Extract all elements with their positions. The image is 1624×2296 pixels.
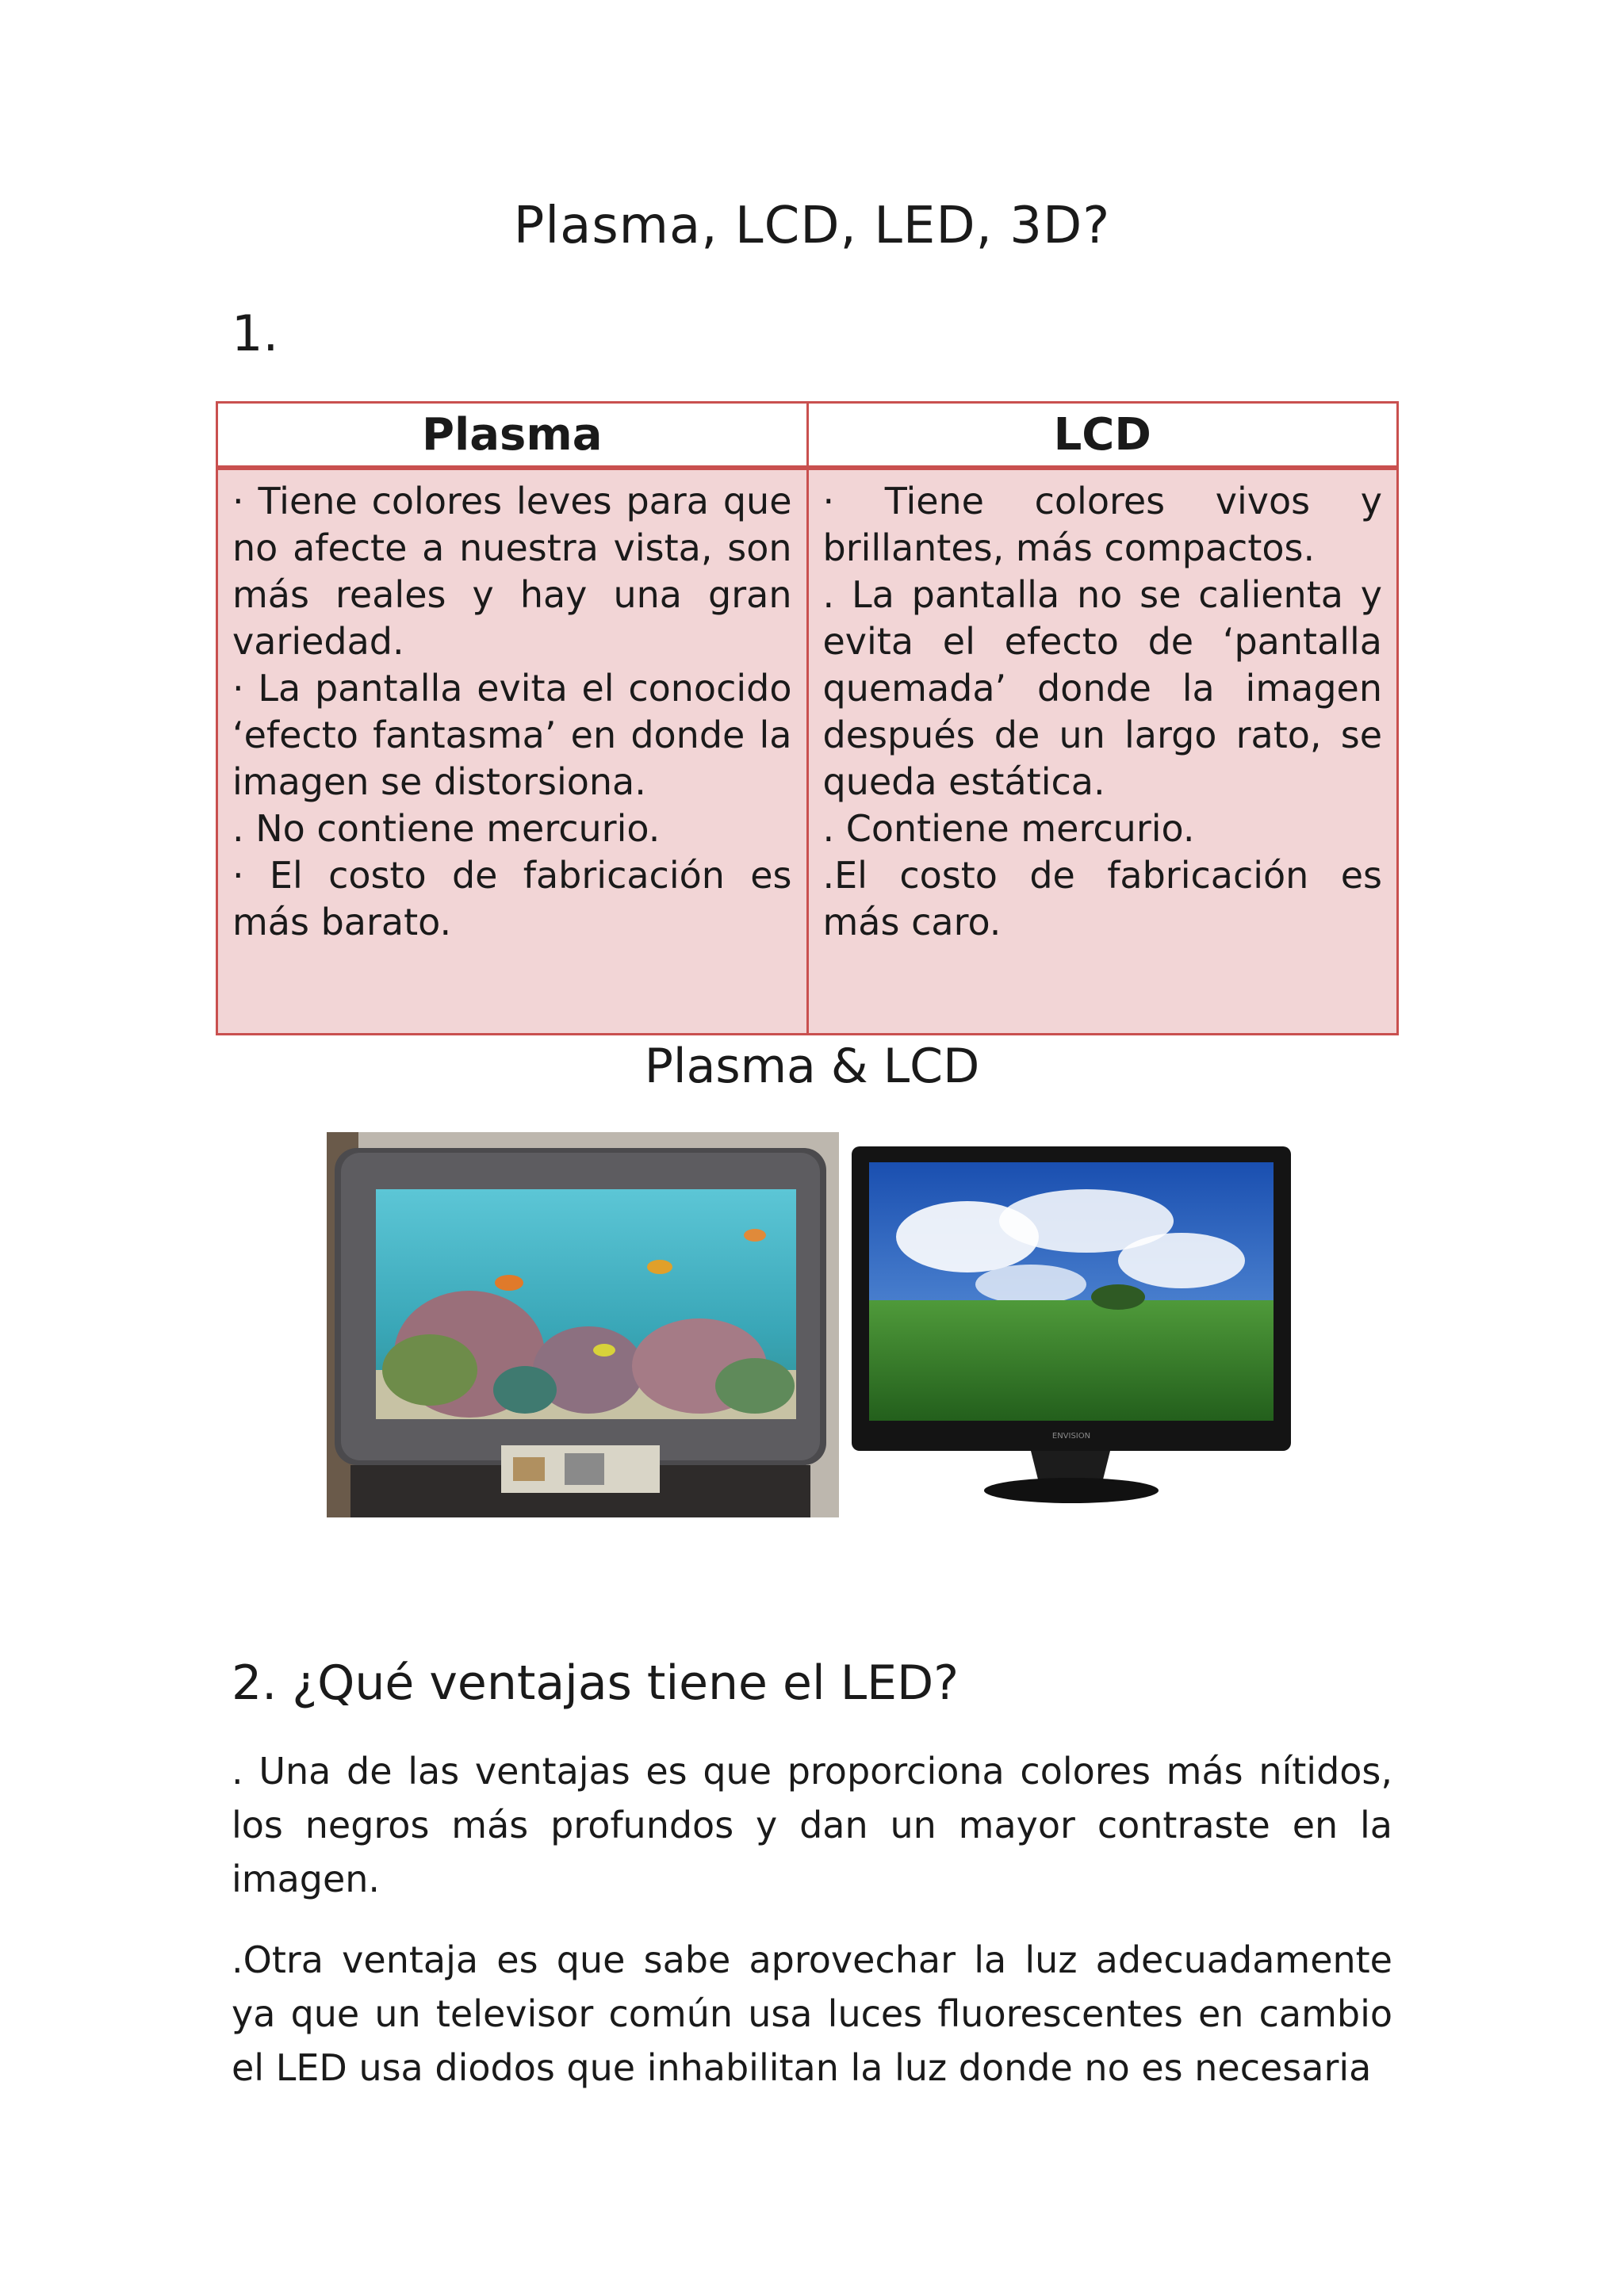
led-advantage-paragraph: . Una de las ventajas es que proporciona colores más nítidos, los negros más profundos y dan un mayor contraste en la imagen. [232,1750,1392,1900]
comparison-table [216,401,1399,1035]
plasma-point: · El costo de fabricación es más barato. [232,854,792,943]
lcd-point: .El costo de fabricación es más caro. [822,854,1382,943]
plasma-tv-photo [327,1132,839,1517]
lcd-point: · Tiene colores vivos y brillantes, más compactos. [822,480,1382,569]
lcd-point: . La pantalla no se calienta y evita el efecto de ‘pantalla quemada’ donde la imagen después de un largo rato, se queda estática. [822,573,1382,803]
section-number: 1. [232,304,279,362]
lcd-point: . Contiene mercurio. [822,807,1195,850]
lcd-cell [807,468,1398,1035]
plasma-cell [217,468,808,1035]
lcd-monitor-photo [848,1142,1296,1508]
plasma-point: · La pantalla evita el conocido ‘efecto fantasma’ en donde la imagen se distorsiona. [232,667,792,803]
led-advantage-paragraph: .Otra ventaja es que sabe aprovechar la luz adecuadamente ya que un televisor común usa luces fluorescentes en cambio el LED usa diodos que inhabilitan la luz donde no es necesaria [232,1938,1392,2089]
plasma-point: . No contiene mercurio. [232,807,661,850]
table-header-plasma: Plasma [217,403,808,469]
section2-heading: 2. ¿Qué ventajas tiene el LED? [232,1655,959,1711]
image-caption: Plasma & LCD [644,1039,980,1094]
monitor-brand-label: ENVISION [1051,1432,1091,1441]
table-header-lcd: LCD [807,403,1398,469]
page-title: Plasma, LCD, LED, 3D? [513,197,1111,255]
plasma-point: · Tiene colores leves para que no afecte a nuestra vista, son más reales y hay una gran variedad. [232,480,792,663]
